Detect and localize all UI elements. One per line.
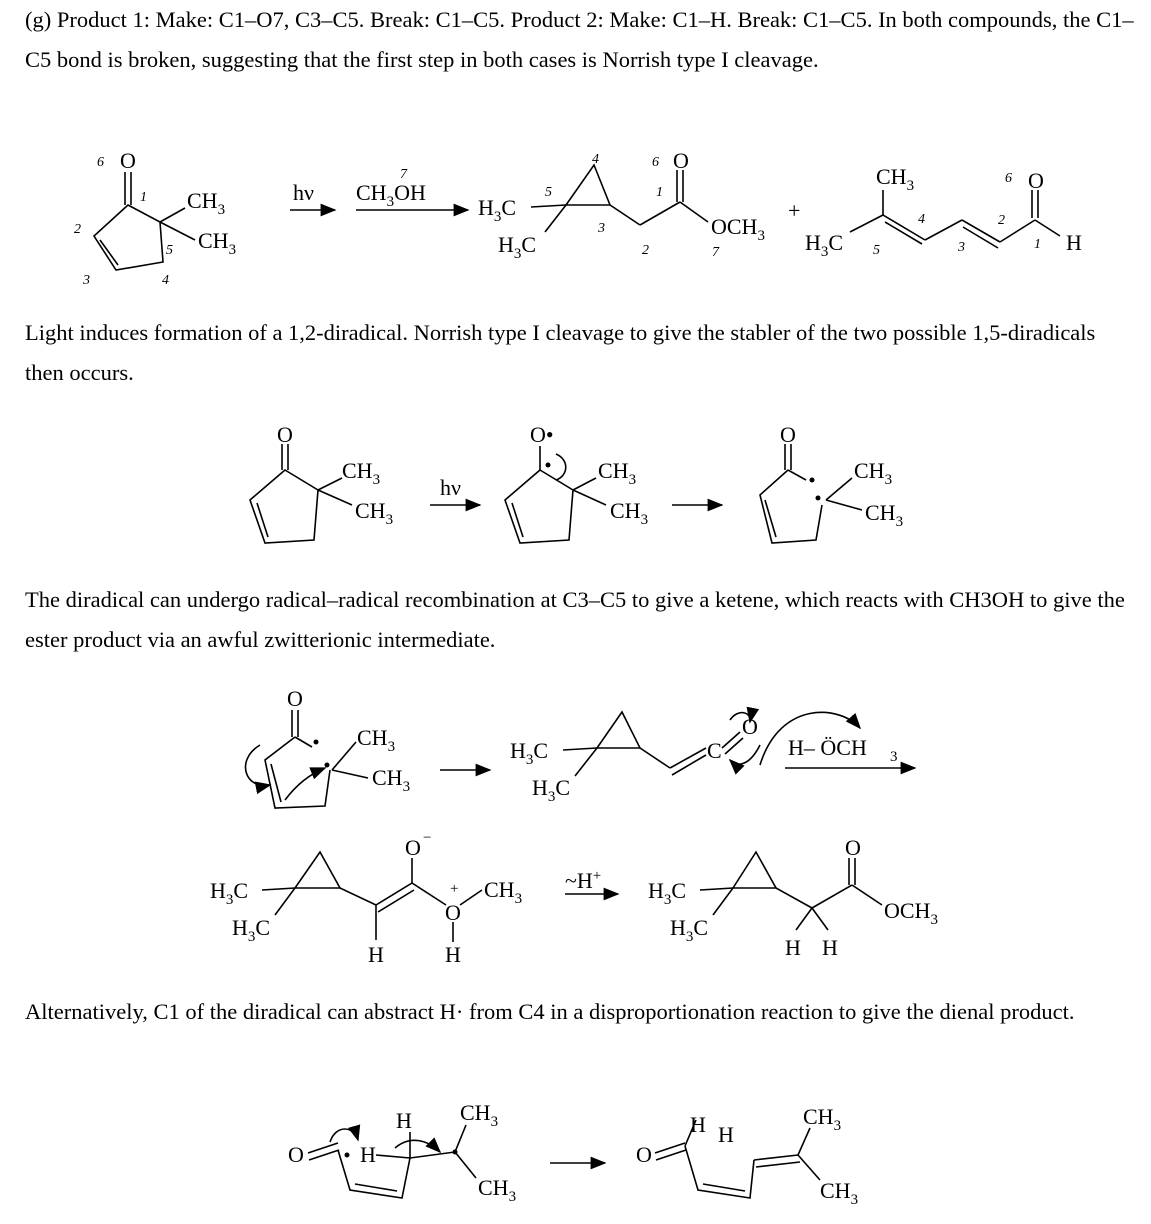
svg-text:H: H xyxy=(360,1142,376,1167)
svg-text:O: O xyxy=(780,422,796,447)
norrish-start xyxy=(250,422,393,543)
svg-text:H3C: $H_3C$ xyxy=(232,915,271,945)
svg-text:5: 5 xyxy=(545,185,552,200)
svg-text:CH3: $CH_3$ xyxy=(198,228,237,258)
ketene xyxy=(510,712,915,805)
svg-text:O: O xyxy=(673,148,689,173)
svg-text:O: O xyxy=(287,686,303,711)
svg-text:6: 6 xyxy=(1005,171,1012,186)
svg-text:CH3: $CH_3$ xyxy=(484,877,523,907)
svg-text:H3C: $H_3C$ xyxy=(210,878,249,908)
svg-text:OCH3: $OCH_3$ xyxy=(884,898,938,928)
svg-text:H: H xyxy=(396,1108,412,1133)
svg-text:CH3: $CH_3$ xyxy=(372,765,411,795)
dienal-product xyxy=(636,1104,858,1208)
ketene-diradical xyxy=(246,686,411,808)
svg-text:CH3: $CH_3$ xyxy=(820,1178,859,1208)
svg-text:H3C: $H_3C$ xyxy=(648,878,687,908)
svg-text:4: 4 xyxy=(592,152,599,167)
svg-text:CH3: $CH_3$ xyxy=(865,500,904,530)
svg-text:6: 6 xyxy=(652,155,659,170)
svg-text:H: H xyxy=(785,935,801,960)
svg-text:O: O xyxy=(1028,168,1044,193)
svg-text:O: O xyxy=(277,422,293,447)
ketene-paragraph: The diradical can undergo radical–radical recombination at C3–C5 to give a ketene, which reacts with CH3OH to give the ester product via an awful zwitterionic intermediate. xyxy=(25,587,1125,652)
svg-text:1: 1 xyxy=(1034,237,1041,252)
norrish-biradical-2 xyxy=(760,422,903,543)
ester-product xyxy=(648,835,938,960)
svg-text:hν: hν xyxy=(440,475,461,500)
svg-text:O: O xyxy=(845,835,861,860)
svg-text:O: O xyxy=(445,900,461,925)
svg-text:CH3: $CH_3$ xyxy=(610,498,649,528)
svg-text:5: 5 xyxy=(166,243,173,258)
disproportionation-paragraph: Alternatively, C1 of the diradical can abstract H· from C4 in a disproportionation reaction to give the dienal product. xyxy=(25,999,1075,1024)
svg-text:CH3: $CH_3$ xyxy=(854,458,893,488)
svg-text:H: H xyxy=(690,1112,706,1137)
svg-text:4: 4 xyxy=(918,212,925,227)
svg-text:1: 1 xyxy=(140,190,147,205)
norrish-biradical-1 xyxy=(505,422,648,543)
svg-text:H3C: $H_3C$ xyxy=(478,195,517,225)
svg-text:H: H xyxy=(822,935,838,960)
svg-text:H3C: $H_3C$ xyxy=(805,230,844,260)
svg-text:O•: O• xyxy=(530,422,554,447)
svg-text:H3C: $H_3C$ xyxy=(532,775,571,805)
svg-text:CH3: $CH_3$ xyxy=(803,1104,842,1134)
svg-text:2: 2 xyxy=(642,243,649,258)
intro-paragraph: (g) Product 1: Make: C1–O7, C3–C5. Break: C1–C5. Product 2: Make: C1–H. Break: C1–C5. In both compounds, the C1–C5 bond is broken, suggesting that the first step in both cases is Norrish type I cleavage. xyxy=(25,7,1134,72)
svg-text:CH3OH: $CH_3OH$ xyxy=(356,180,426,210)
svg-text:O: O xyxy=(288,1142,304,1167)
svg-text:4: 4 xyxy=(162,273,169,288)
diradical-paragraph: Light induces formation of a 1,2-diradical. Norrish type I cleavage to give the stabler of the two possible 1,5-diradicals then occurs. xyxy=(25,320,1096,385)
svg-text:CH3: $CH_3$ xyxy=(355,498,394,528)
svg-text:O: O xyxy=(742,714,758,739)
svg-text:H3C: $H_3C$ xyxy=(510,738,549,768)
svg-text:CH3: $CH_3$ xyxy=(187,188,226,218)
reaction-arrow-conditions xyxy=(290,167,468,210)
svg-text:3: 3 xyxy=(958,240,965,255)
svg-text:−: − xyxy=(423,830,432,846)
svg-text:1: 1 xyxy=(656,185,663,200)
svg-text:O: O xyxy=(636,1142,652,1167)
svg-text:2: 2 xyxy=(998,213,1005,228)
disproportionation-diradical xyxy=(288,1100,516,1205)
svg-text:O: O xyxy=(405,835,421,860)
svg-text:3: 3 xyxy=(598,221,605,236)
svg-text:H: H xyxy=(718,1122,734,1147)
svg-text:2: 2 xyxy=(74,222,81,237)
svg-text:OCH3: $OCH_3$ xyxy=(711,214,765,244)
svg-text:3: 3 xyxy=(83,273,90,288)
svg-text:CH3: $CH_3$ xyxy=(460,1100,499,1130)
svg-text:~H+: ~H+ xyxy=(565,868,602,893)
svg-text:7: 7 xyxy=(712,245,719,260)
svg-text:7: 7 xyxy=(400,167,407,182)
product-2-dienal xyxy=(805,164,1082,260)
svg-text:O: O xyxy=(120,148,136,173)
svg-text:CH3: $CH_3$ xyxy=(478,1175,517,1205)
zwitterion-intermediate xyxy=(210,830,522,967)
svg-text:H: H xyxy=(368,942,384,967)
product-1-ester xyxy=(478,148,765,262)
svg-text:3: 3 xyxy=(890,749,898,765)
svg-text:C: C xyxy=(707,738,722,763)
svg-text:5: 5 xyxy=(873,243,880,258)
svg-text:H3C: $H_3C$ xyxy=(670,915,709,945)
svg-text:+: + xyxy=(450,881,459,897)
svg-text:hν: hν xyxy=(293,180,314,205)
svg-text:CH3: $CH_3$ xyxy=(876,164,915,194)
svg-text:H: H xyxy=(445,942,461,967)
svg-text:H3C: $H_3C$ xyxy=(498,232,537,262)
svg-text:CH3: $CH_3$ xyxy=(598,458,637,488)
starting-material-cyclopentenone xyxy=(74,148,236,288)
svg-text:CH3: $CH_3$ xyxy=(342,458,381,488)
svg-text:CH3: $CH_3$ xyxy=(357,725,396,755)
svg-text:+: + xyxy=(788,198,801,223)
svg-text:H: H xyxy=(1066,230,1082,255)
svg-text:6: 6 xyxy=(97,155,104,170)
svg-text:H– ÖCH: H– ÖCH xyxy=(788,735,867,760)
